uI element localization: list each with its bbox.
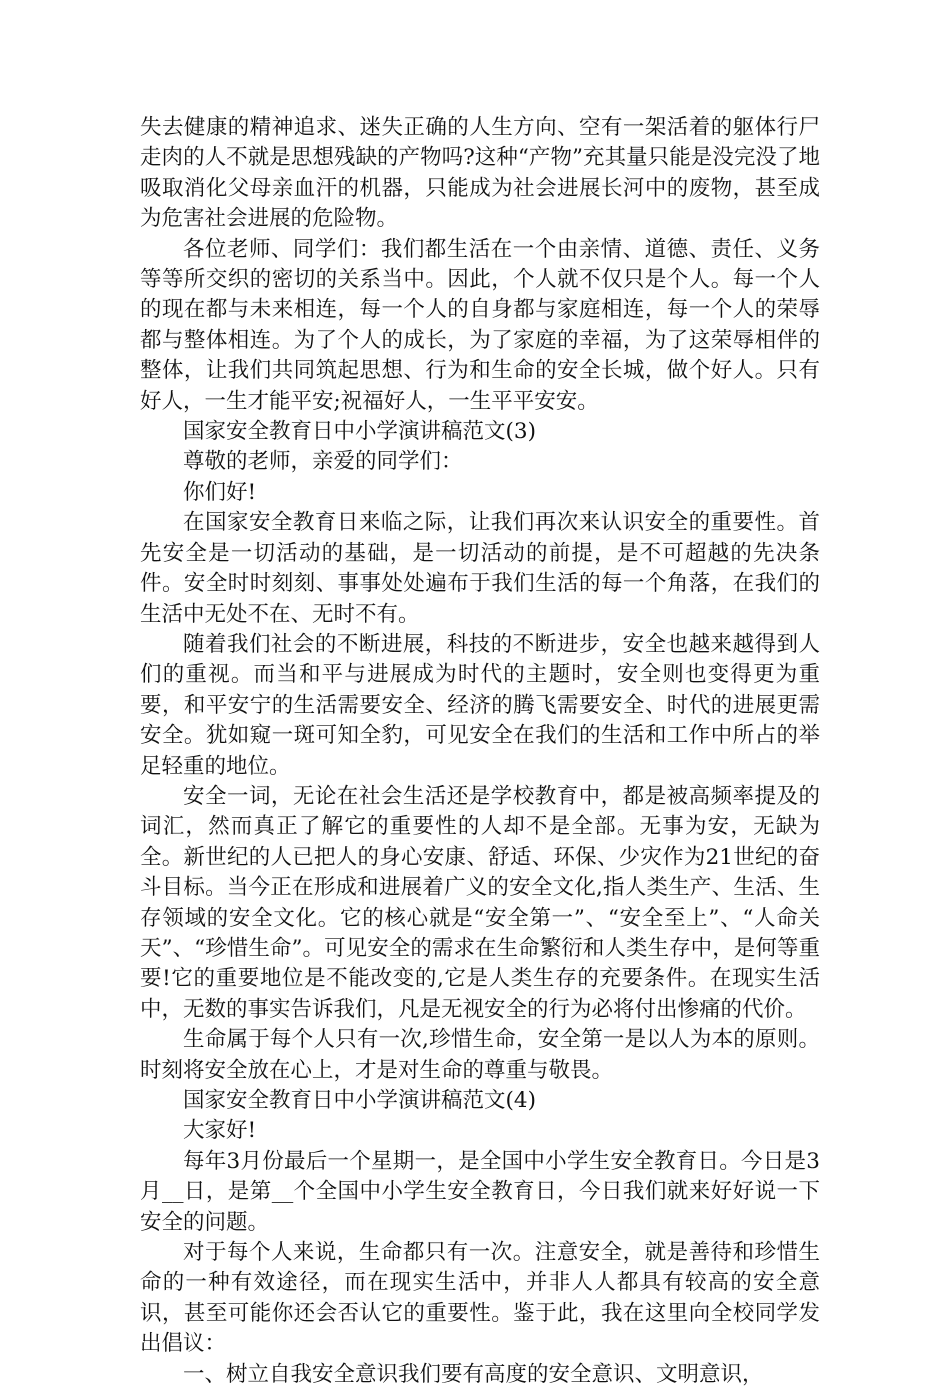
greeting: 你们好! — [183, 479, 257, 505]
section-heading: 国家安全教育日中小学演讲稿范文(4) — [183, 1088, 536, 1113]
paragraph: 对于每个人来说，生命都只有一次。注意安全，就是善待和珍惜生命的一种有效途径，而在现实生活中，并非人人都具有较高的安全意识，甚至可能你还会否认它的重要性。鉴于此，我在这里向全校同学发出倡议： — [140, 1240, 820, 1357]
section-heading: 国家安全教育日中小学演讲稿范文(3) — [183, 419, 536, 445]
paragraph: 一、树立自我安全意识我们要有高度的安全意识、文明意识， — [183, 1361, 764, 1387]
paragraph: 安全一词，无论在社会生活还是学校教育中，都是被高频率提及的词汇，然而真正了解它的重要性的人却不是全部。无事为安，无缺为全。新世纪的人已把人的身心安康、舒适、环保、少灾作为21世纪的奋斗目标。当今正在形成和进展着广义的安全文化,指人类生产、生活、生存领域的安全文化。它的核心就是“安全第一”、“安全至上”、“人命关天”、“珍惜生命”。可见安全的需求在生命繁衍和人类生存中，是何等重要!它的重要地位是不能改变的,它是人类生存的充要条件。在现实生活中，无数的事实告诉我们，凡是无视安全的行为必将付出惨痛的代价。 — [140, 783, 820, 1022]
paragraph: 在国家安全教育日来临之际，让我们再次来认识安全的重要性。首先安全是一切活动的基础，是一切活动的前提，是不可超越的先决条件。安全时时刻刻、事事处处遍布于我们生活的每一个角落，在我们的生活中无处不在、无时不有。 — [140, 510, 820, 627]
paragraph: 各位老师、同学们：我们都生活在一个由亲情、道德、责任、义务等等所交织的密切的关系当中。因此，个人就不仅只是个人。每一个人的现在都与未来相连，每一个人的自身都与家庭相连，每一个人的荣辱都与整体相连。为了个人的成长，为了家庭的幸福，为了这荣辱相伴的整体，让我们共同筑起思想、行为和生命的安全长城，做个好人。只有好人，一生才能平安;祝福好人，一生平平安安。 — [140, 236, 820, 414]
document-body — [140, 113, 820, 1390]
greeting: 大家好! — [183, 1118, 257, 1144]
paragraph: 随着我们社会的不断进展，科技的不断进步，安全也越来越得到人们的重视。而当和平与进展成为时代的主题时，安全则也变得更为重要，和平安宁的生活需要安全、经济的腾飞需要安全、时代的进展更需安全。犹如窥一斑可知全豹，可见安全在我们的生活和工作中所占的举足轻重的地位。 — [140, 631, 820, 779]
paragraph: 失去健康的精神追求、迷失正确的人生方向、空有一架活着的躯体行尸走肉的人不就是思想残缺的产物吗?这种“产物”充其量只能是没完没了地吸取消化父母亲血汗的机器，只能成为社会进展长河中的废物，甚至成为危害社会进展的危险物。 — [140, 115, 820, 232]
paragraph: 每年3月份最后一个星期一，是全国中小学生安全教育日。今日是3月__日，是第__个全国中小学生安全教育日，今日我们就来好好说一下安全的问题。 — [140, 1148, 820, 1235]
paragraph: 生命属于每个人只有一次,珍惜生命，安全第一是以人为本的原则。时刻将安全放在心上，才是对生命的尊重与敬畏。 — [140, 1027, 820, 1083]
salutation: 尊敬的老师，亲爱的同学们： — [183, 449, 463, 475]
